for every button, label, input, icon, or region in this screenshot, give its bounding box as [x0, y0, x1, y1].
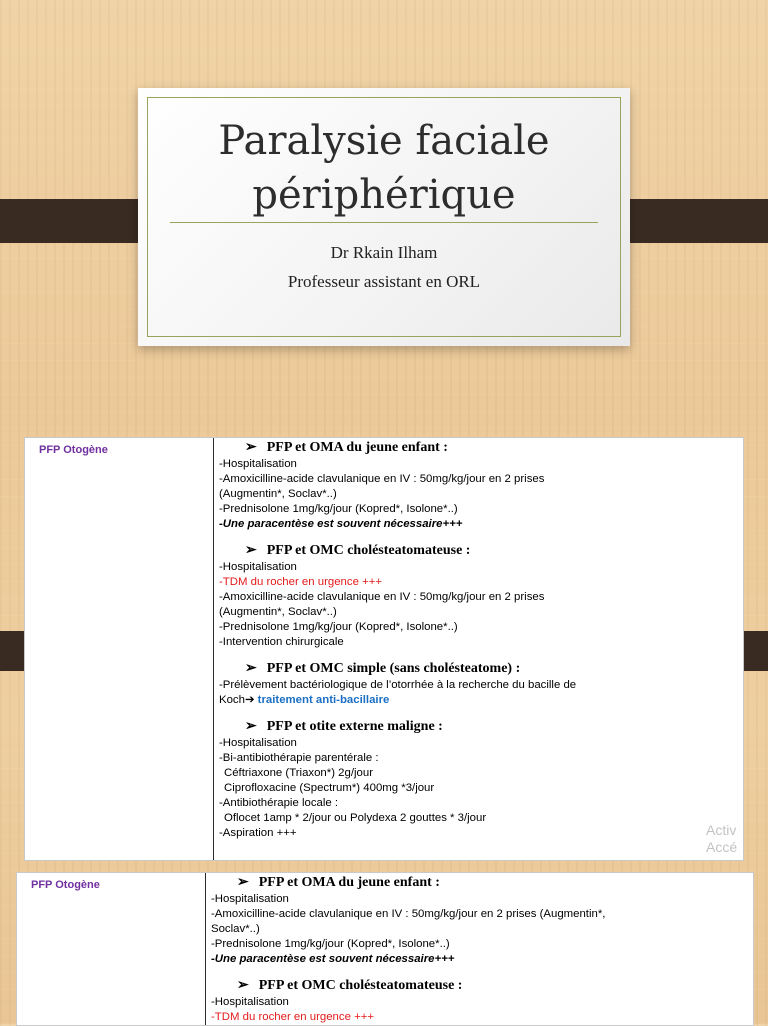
text-line: -Prednisolone 1mg/kg/jour (Kopred*, Isolone*..)	[219, 503, 458, 515]
text-line: -Hospitalisation	[219, 458, 297, 470]
text-line: -Aspiration +++	[219, 827, 297, 839]
bullet-arrow-icon: ➢	[245, 440, 257, 455]
text-line: Soclav*..)	[211, 923, 260, 935]
slide-title	[148, 114, 620, 222]
author-role: Professeur assistant en ORL	[287, 272, 481, 291]
slide-subtitle	[148, 238, 620, 296]
section-heading-omc-cholesteatoma: ➢ PFP et OMC cholésteatomateuse :	[245, 543, 471, 558]
text-line: Koch➔ traitement anti-bacillaire	[219, 694, 390, 706]
category-label: PFP Otogène	[31, 879, 100, 891]
text-line: -Prednisolone 1mg/kg/jour (Kopred*, Isolone*..)	[219, 621, 458, 633]
section-heading-omc-cholesteatoma: ➢ PFP et OMC cholésteatomateuse :	[237, 978, 463, 993]
slide-treatment-1[interactable]	[24, 437, 744, 861]
text-line: -Bi-antibiothérapie parentérale :	[219, 752, 379, 764]
category-label: PFP Otogène	[39, 444, 108, 456]
title-divider	[170, 222, 598, 223]
right-arrow-icon: ➔	[244, 694, 255, 706]
text-line: (Augmentin*, Soclav*..)	[219, 488, 337, 500]
text-line: -Hospitalisation	[211, 996, 289, 1008]
text-line: -Hospitalisation	[219, 561, 297, 573]
title-slide[interactable]	[138, 88, 630, 346]
text-line-red: -TDM du rocher en urgence +++	[211, 1011, 375, 1023]
table-left-column	[25, 438, 214, 860]
bullet-arrow-icon: ➢	[237, 978, 249, 993]
text-line: Ciprofloxacine (Spectrum*) 400mg *3/jour	[224, 782, 435, 794]
table-right-column	[206, 873, 753, 1025]
table-right-column	[214, 438, 743, 860]
text-line-red: -TDM du rocher en urgence +++	[219, 576, 383, 588]
text-line: (Augmentin*, Soclav*..)	[219, 606, 337, 618]
text-line: -Hospitalisation	[211, 893, 289, 905]
slide-title-line-1: Paralysie faciale	[218, 118, 550, 164]
bullet-arrow-icon: ➢	[245, 661, 257, 676]
text-highlight-blue: traitement anti-bacillaire	[254, 694, 390, 706]
text-line-emphasis: -Une paracentèse est souvent nécessaire+++	[211, 953, 455, 965]
text-line-emphasis: -Une paracentèse est souvent nécessaire+++	[219, 518, 463, 530]
text-line: Céftriaxone (Triaxon*) 2g/jour	[224, 767, 373, 779]
text-line: -Amoxicilline-acide clavulanique en IV : 50mg/kg/jour en 2 prises (Augmentin*,	[211, 908, 606, 920]
table-left-column	[17, 873, 206, 1025]
text-line: -Amoxicilline-acide clavulanique en IV : 50mg/kg/jour en 2 prises	[219, 473, 545, 485]
text-line: -Antibiothérapie locale :	[219, 797, 339, 809]
title-slide-frame	[147, 97, 621, 337]
text-line: -Hospitalisation	[219, 737, 297, 749]
section-heading-omc-simple: ➢ PFP et OMC simple (sans cholésteatome) :	[245, 661, 521, 676]
section-heading-oma: ➢ PFP et OMA du jeune enfant :	[245, 440, 448, 455]
text-line: -Prélèvement bactériologique de l’otorrhée à la recherche du bacille de	[219, 679, 577, 691]
text-line: -Intervention chirurgicale	[219, 636, 344, 648]
slide-treatment-2[interactable]	[16, 872, 754, 1026]
text-line: -Prednisolone 1mg/kg/jour (Kopred*, Isolone*..)	[211, 938, 450, 950]
bullet-arrow-icon: ➢	[245, 543, 257, 558]
section-heading-otite-externe: ➢ PFP et otite externe maligne :	[245, 719, 443, 734]
text-line: -Amoxicilline-acide clavulanique en IV : 50mg/kg/jour en 2 prises	[219, 591, 545, 603]
bullet-arrow-icon: ➢	[245, 719, 257, 734]
text-line: Oflocet 1amp * 2/jour ou Polydexa 2 gouttes * 3/jour	[224, 812, 487, 824]
section-heading-oma: ➢ PFP et OMA du jeune enfant :	[237, 875, 440, 890]
slide-title-line-2: périphérique	[252, 172, 516, 218]
author-name: Dr Rkain Ilham	[330, 243, 438, 262]
bullet-arrow-icon: ➢	[237, 875, 249, 890]
activation-watermark: Activ Accé	[706, 822, 738, 855]
